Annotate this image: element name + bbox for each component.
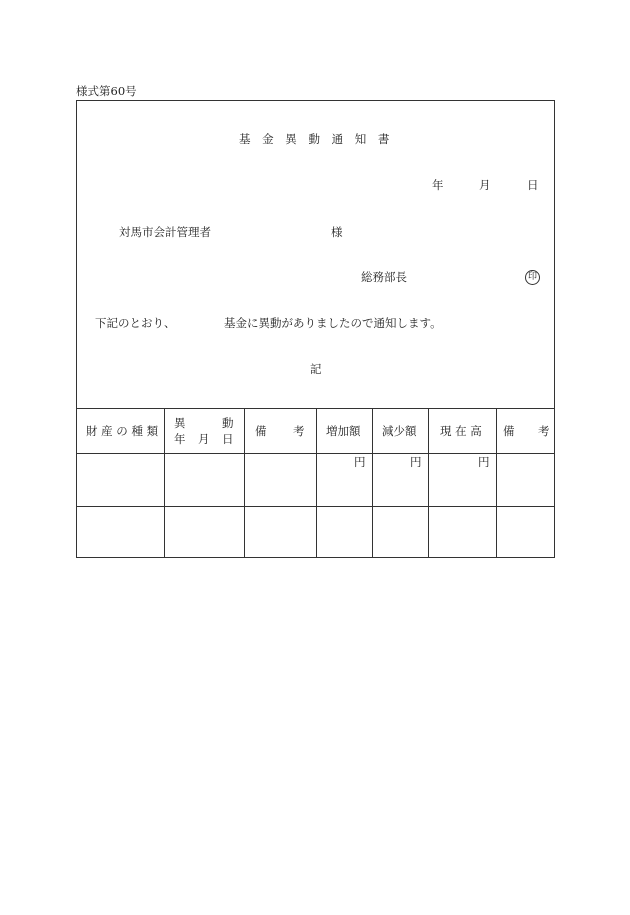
header-change-year: 年 [174,432,186,446]
table-column-divider [496,408,497,558]
header-change-top-right: 動 [222,416,234,430]
header-remarks2-b: 考 [538,424,550,438]
table-column-divider [372,408,373,558]
table-column-divider [428,408,429,558]
body-text-part1: 下記のとおり、 [95,316,176,330]
header-decrease: 減少額 [382,424,417,438]
header-balance: 現 在 高 [440,424,482,438]
header-property-type: 財 産 の 種 類 [86,424,159,438]
body-text-part2: 基金に異動がありましたので通知します。 [224,316,442,330]
addressee-name: 対馬市会計管理者 [119,225,211,239]
header-remarks1-b: 考 [293,424,305,438]
ki-label: 記 [310,362,322,376]
date-year-label: 年 [432,178,444,192]
date-day-label: 日 [527,178,539,192]
unit-balance: 円 [478,455,490,469]
form-title: 基 金 異 動 通 知 書 [239,132,391,146]
header-change-top-left: 異 [174,416,186,430]
header-increase: 増加額 [326,424,361,438]
seal-mark: 印 [525,270,540,285]
sender-title: 総務部長 [361,270,407,284]
header-change-month: 月 [198,432,210,446]
table-column-divider [164,408,165,558]
unit-increase: 円 [354,455,366,469]
header-remarks2-a: 備 [503,424,515,438]
form-number: 様式第60号 [76,84,137,98]
header-remarks1-a: 備 [255,424,267,438]
unit-decrease: 円 [410,455,422,469]
table-column-divider [244,408,245,558]
header-change-day: 日 [222,432,234,446]
table-column-divider [316,408,317,558]
addressee-honorific: 様 [331,225,343,239]
date-month-label: 月 [479,178,491,192]
